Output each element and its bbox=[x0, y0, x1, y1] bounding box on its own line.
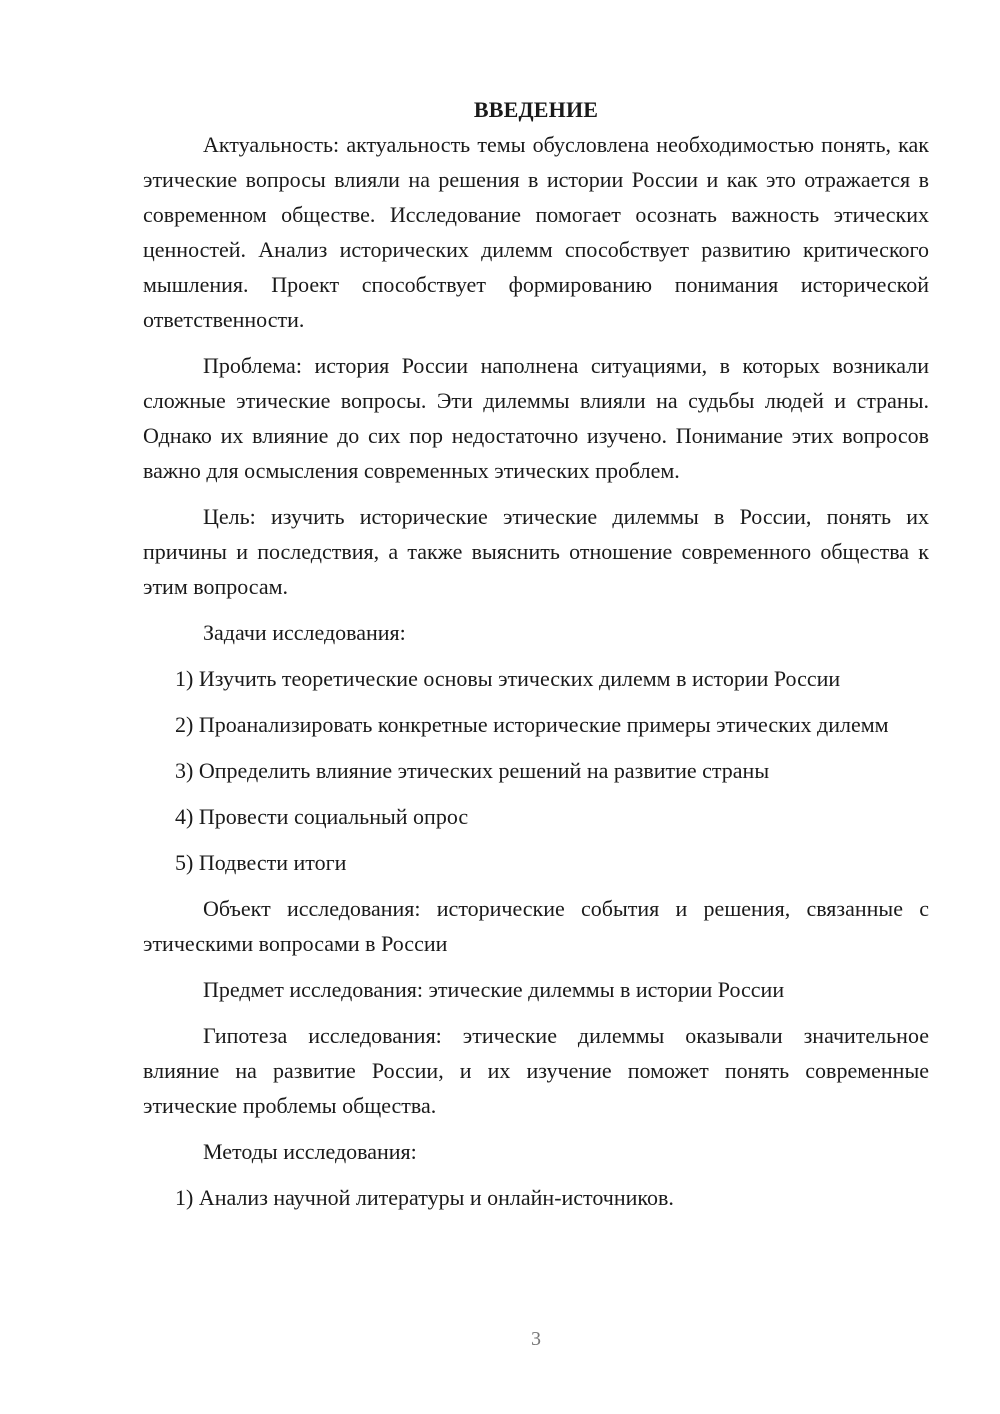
list-item: 1) Анализ научной литературы и онлайн-источников. bbox=[175, 1185, 674, 1210]
list-item: 4) Провести социальный опрос bbox=[175, 804, 469, 829]
paragraph-hypothesis: Гипотеза исследования: этические дилеммы оказывали значительное влияние на развитие России, и их изучение поможет понять современные этические проблемы общества. bbox=[143, 1023, 929, 1118]
list-item: 2) Проанализировать конкретные исторические примеры этических дилемм bbox=[175, 712, 889, 737]
page-number: 3 bbox=[531, 1328, 541, 1350]
paragraph-relevance: Актуальность: актуальность темы обусловлена необходимостью понять, как этические вопросы влияли на решения в истории России и как это отражается в современном обществе. Исследование помогает осознать важность этических ценностей. Анализ исторических дилемм способствует развитию критического мышления. Проект способствует формированию понимания исторической ответственности. bbox=[143, 132, 929, 332]
document-page bbox=[143, 92, 929, 1215]
paragraph-methods-heading: Методы исследования: bbox=[203, 1139, 417, 1164]
list-item: 1) Изучить теоретические основы этических дилемм в истории России bbox=[175, 666, 841, 691]
paragraph-tasks-heading: Задачи исследования: bbox=[203, 620, 406, 645]
paragraph-subject: Предмет исследования: этические дилеммы в истории России bbox=[203, 977, 785, 1002]
list-item: 5) Подвести итоги bbox=[175, 850, 347, 875]
paragraph-object: Объект исследования: исторические события и решения, связанные с этическими вопросами в России bbox=[143, 896, 929, 956]
list-item: 3) Определить влияние этических решений на развитие страны bbox=[175, 758, 770, 783]
section-title: ВВЕДЕНИЕ bbox=[473, 97, 599, 122]
paragraph-problem: Проблема: история России наполнена ситуациями, в которых возникали сложные этические вопросы. Эти дилеммы влияли на судьбы людей и страны. Однако их влияние до сих пор недостаточно изучено. Понимание этих вопросов важно для осмысления современных этических проблем. bbox=[143, 353, 929, 483]
paragraph-goal: Цель: изучить исторические этические дилеммы в России, понять их причины и последствия, а также выяснить отношение современного общества к этим вопросам. bbox=[143, 504, 929, 599]
